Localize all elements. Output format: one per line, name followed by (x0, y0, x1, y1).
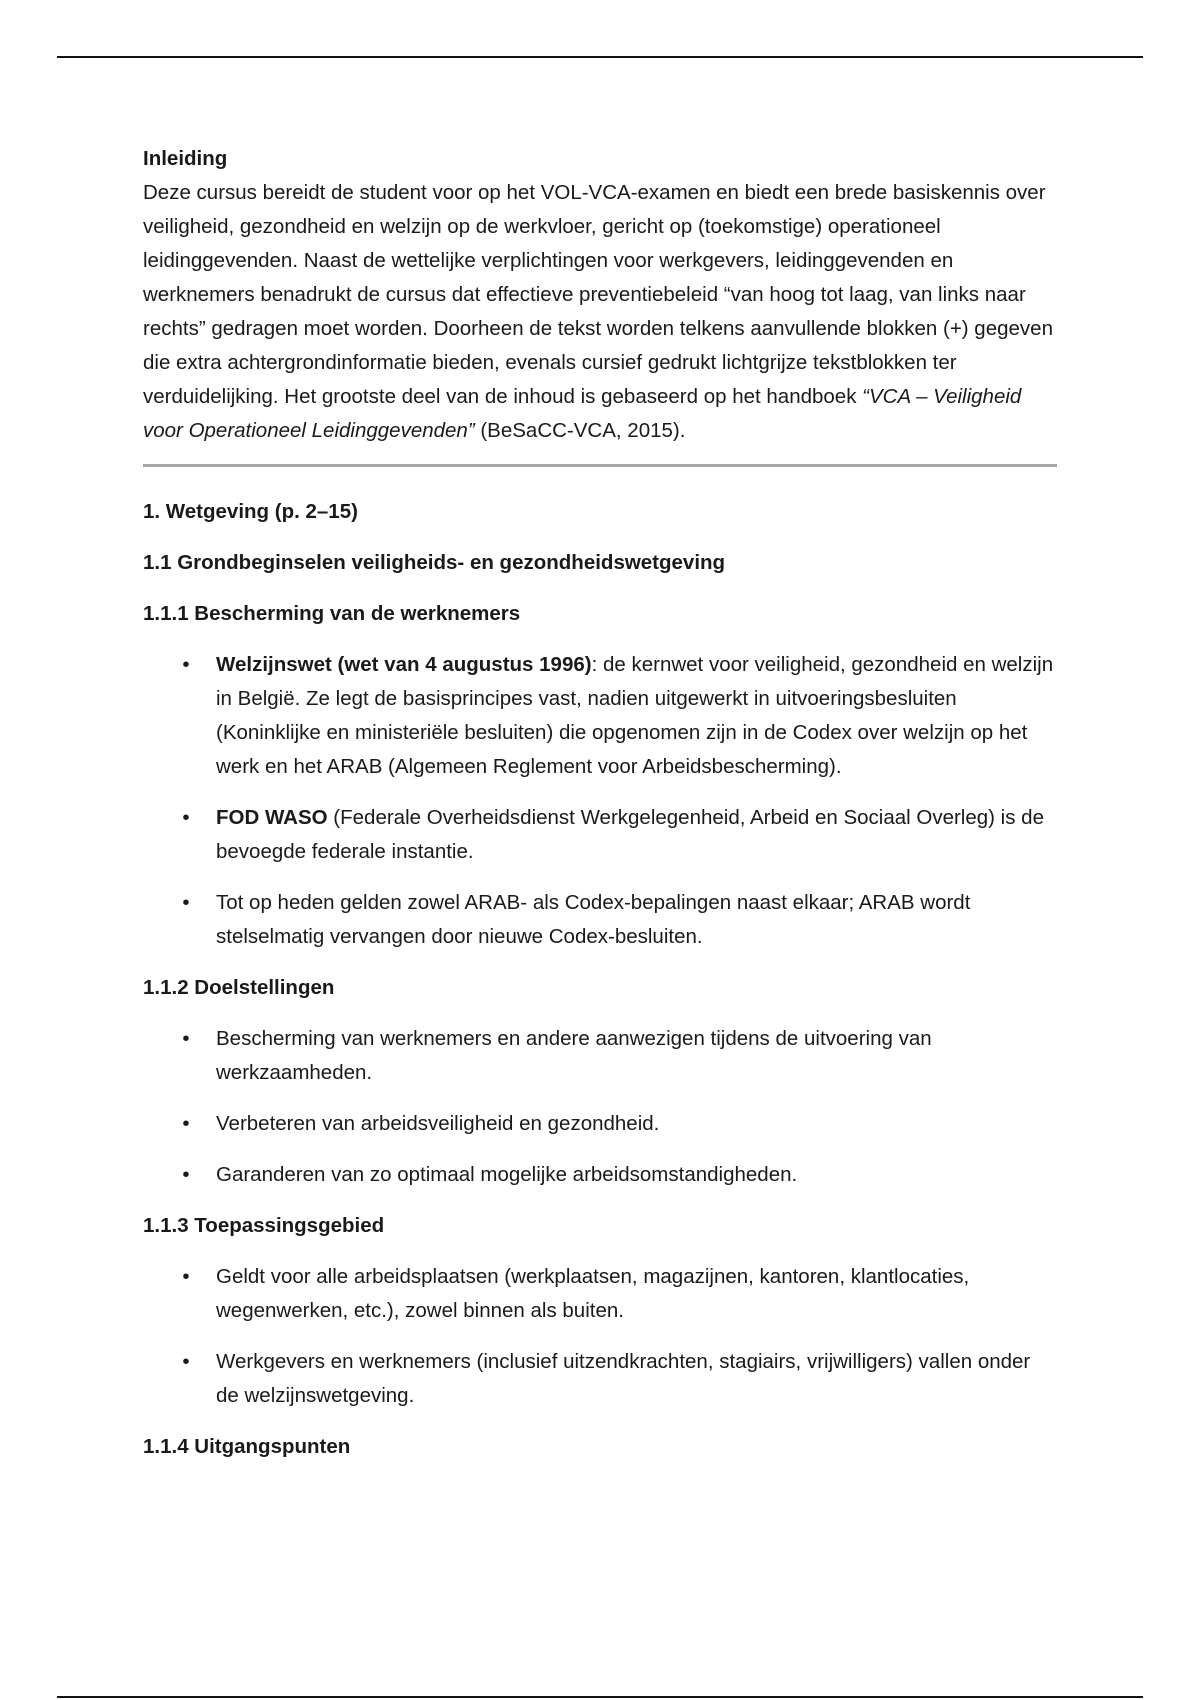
heading-1-1: 1.1 Grondbeginselen veiligheids- en gezondheidswetgeving (143, 551, 726, 574)
list-item (143, 886, 1057, 954)
document-body (143, 142, 1057, 1481)
heading-1-1-2: 1.1.2 Doelstellingen (143, 976, 335, 999)
bullet-icon: • (182, 653, 190, 676)
bullet-icon: • (182, 1350, 190, 1373)
bullet-icon: • (182, 806, 190, 829)
heading-1-1-1: 1.1.1 Bescherming van de werknemers (143, 602, 521, 625)
heading-1-1-4: 1.1.4 Uitgangspunten (143, 1435, 351, 1458)
bullet-icon: • (182, 1163, 190, 1186)
list-item (143, 1345, 1057, 1413)
bullet-icon: • (182, 891, 190, 914)
heading-1-1-3: 1.1.3 Toepassingsgebied (143, 1214, 385, 1237)
list-item (143, 648, 1057, 784)
list-item-text: Garanderen van zo optimaal mogelijke arbeidsomstandigheden. (216, 1163, 798, 1186)
footer-rule (57, 1696, 1143, 1698)
bullet-icon: • (182, 1112, 190, 1135)
list-item-text: (Federale Overheidsdienst Werkgelegenheid, Arbeid en Sociaal Overleg) is de bevoegde federale instantie. (216, 806, 1044, 863)
list-bescherming (143, 648, 1057, 954)
intro-heading: Inleiding (143, 147, 228, 170)
heading-chapter-1: 1. Wetgeving (p. 2–15) (143, 500, 358, 523)
list-item-text: Verbeteren van arbeidsveiligheid en gezondheid. (216, 1112, 660, 1135)
header-rule (57, 56, 1143, 58)
list-item-text: Tot op heden gelden zowel ARAB- als Codex-bepalingen naast elkaar; ARAB wordt stelselmatig vervangen door nieuwe Codex-besluiten. (216, 891, 971, 948)
list-item-bold: FOD WASO (216, 806, 328, 829)
intro-book-title: “VCA – Veiligheid voor Operationeel Leidinggevenden” (143, 385, 1022, 442)
list-item (143, 1260, 1057, 1328)
intro-text-main: Deze cursus bereidt de student voor op het VOL-VCA-examen en biedt een brede basiskennis over veiligheid, gezondheid en welzijn op de werkvloer, gericht op (toekomstige) operationeel leidinggevenden. Naast de wettelijke verplichtingen voor werkgevers, leidinggevenden en werknemers benadrukt de cursus dat effectieve preventiebeleid “van hoog tot laag, van links naar rechts” gedragen moet worden. Doorheen de tekst worden telkens aanvullende blokken (+) gegeven die extra achtergrondinformatie bieden, evenals cursief gedrukt lichtgrijze tekstblokken ter verduidelijking. Het grootste deel van de inhoud is gebaseerd op het handboek (143, 181, 1053, 408)
list-toepassingsgebied (143, 1260, 1057, 1413)
bullet-icon: • (182, 1027, 190, 1050)
list-item (143, 1022, 1057, 1090)
intro-text-end: (BeSaCC-VCA, 2015). (474, 419, 686, 442)
list-item-text: Geldt voor alle arbeidsplaatsen (werkplaatsen, magazijnen, kantoren, klantlocaties, wegenwerken, etc.), zowel binnen als buiten. (216, 1265, 970, 1322)
list-item (143, 801, 1057, 869)
list-item-bold: Welzijnswet (wet van 4 augustus 1996) (216, 653, 592, 676)
section-divider (143, 464, 1057, 467)
list-item-text: Werkgevers en werknemers (inclusief uitzendkrachten, stagiairs, vrijwilligers) vallen onder de welzijnswetgeving. (216, 1350, 1031, 1407)
bullet-icon: • (182, 1265, 190, 1288)
intro-paragraph (143, 176, 1057, 448)
list-item (143, 1158, 1057, 1192)
list-item (143, 1107, 1057, 1141)
list-doelstellingen (143, 1022, 1057, 1192)
list-item-text: Bescherming van werknemers en andere aanwezigen tijdens de uitvoering van werkzaamheden. (216, 1027, 932, 1084)
list-item-text: : de kernwet voor veiligheid, gezondheid en welzijn in België. Ze legt de basisprincipes vast, nadien uitgewerkt in uitvoeringsbesluiten (Koninklijke en ministeriële besluiten) die opgenomen zijn in de Codex over welzijn op het werk en het ARAB (Algemeen Reglement voor Arbeidsbescherming). (216, 653, 1054, 778)
